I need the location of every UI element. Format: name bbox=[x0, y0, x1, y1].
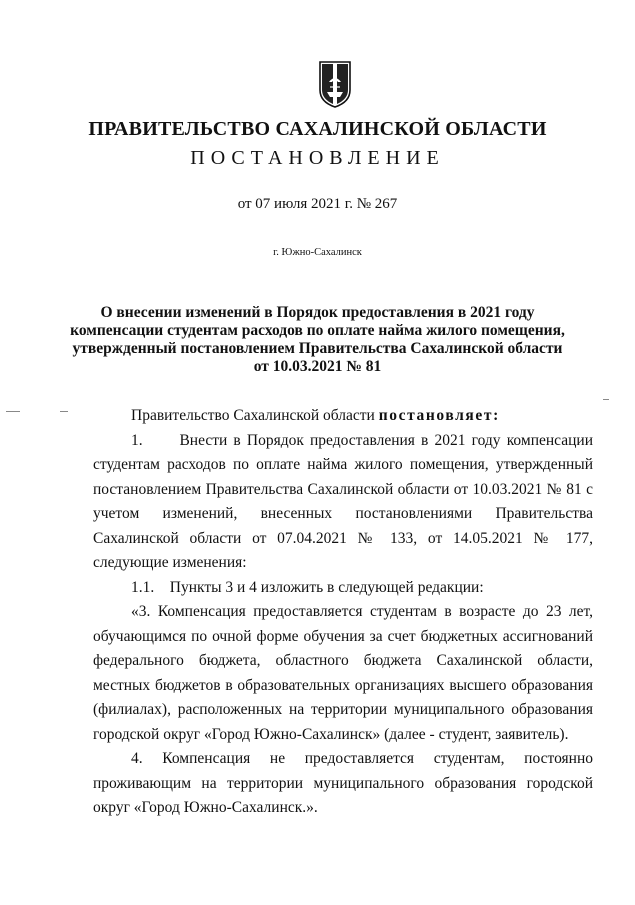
subject-line: утвержденный постановлением Правительства Сахалинской области bbox=[72, 340, 563, 357]
document-city: г. Южно-Сахалинск bbox=[273, 247, 362, 258]
document-type: ПОСТАНОВЛЕНИЕ bbox=[190, 147, 445, 169]
intro-text: Правительство Сахалинской области bbox=[131, 407, 379, 424]
document-date-number: от 07 июля 2021 г. № 267 bbox=[237, 196, 398, 212]
government-title: ПРАВИТЕЛЬСТВО САХАЛИНСКОЙ ОБЛАСТИ bbox=[88, 118, 547, 140]
paragraph-4: 4. Компенсация не предоставляется студентам, постоянно проживающим на территории муниципального образования городской округ «Город Южно-Сахалинск.». bbox=[93, 750, 593, 816]
paragraph-3: «3. Компенсация предоставляется студентам в возрасте до 23 лет, обучающимся по очной форме обучения за счет бюджетных ассигнований федерального бюджета, областного бюджета Сахалинской области, местных бюджетов в образовательных организациях высшего образования (филиалах), расположенных на территории муниципального образования городской округ «Город Южно-Сахалинск» (далее - студент, заявитель). bbox=[93, 603, 593, 743]
intro-paragraph bbox=[93, 404, 593, 429]
scan-speck bbox=[6, 411, 20, 412]
subject-line: от 10.03.2021 № 81 bbox=[253, 358, 382, 375]
scan-speck bbox=[603, 399, 609, 400]
document-body bbox=[93, 404, 597, 821]
paragraph-1: 1. Внести в Порядок предоставления в 2021 году компенсации студентам расходов по оплате найма жилого помещения, утвержденный постановлением Правительства Сахалинской области от 10.03.2021 № 81 с учетом изменений, внесенных постановлениями Правительства Сахалинской области от 07.04.2021 № 133, от 14.05.2021 № 177, следующие изменения: bbox=[93, 431, 597, 571]
paragraph-1-1: 1.1. Пункты 3 и 4 изложить в следующей редакции: bbox=[131, 578, 484, 596]
subject-line: компенсации студентам расходов по оплате найма жилого помещения, bbox=[70, 322, 565, 339]
document-subject bbox=[60, 304, 575, 376]
sakhalin-coat-of-arms-icon bbox=[318, 60, 352, 108]
subject-line: О внесении изменений в Порядок предоставления в 2021 году bbox=[100, 304, 535, 321]
decree-keyword: постановляет: bbox=[378, 407, 500, 424]
scan-speck bbox=[60, 411, 68, 412]
